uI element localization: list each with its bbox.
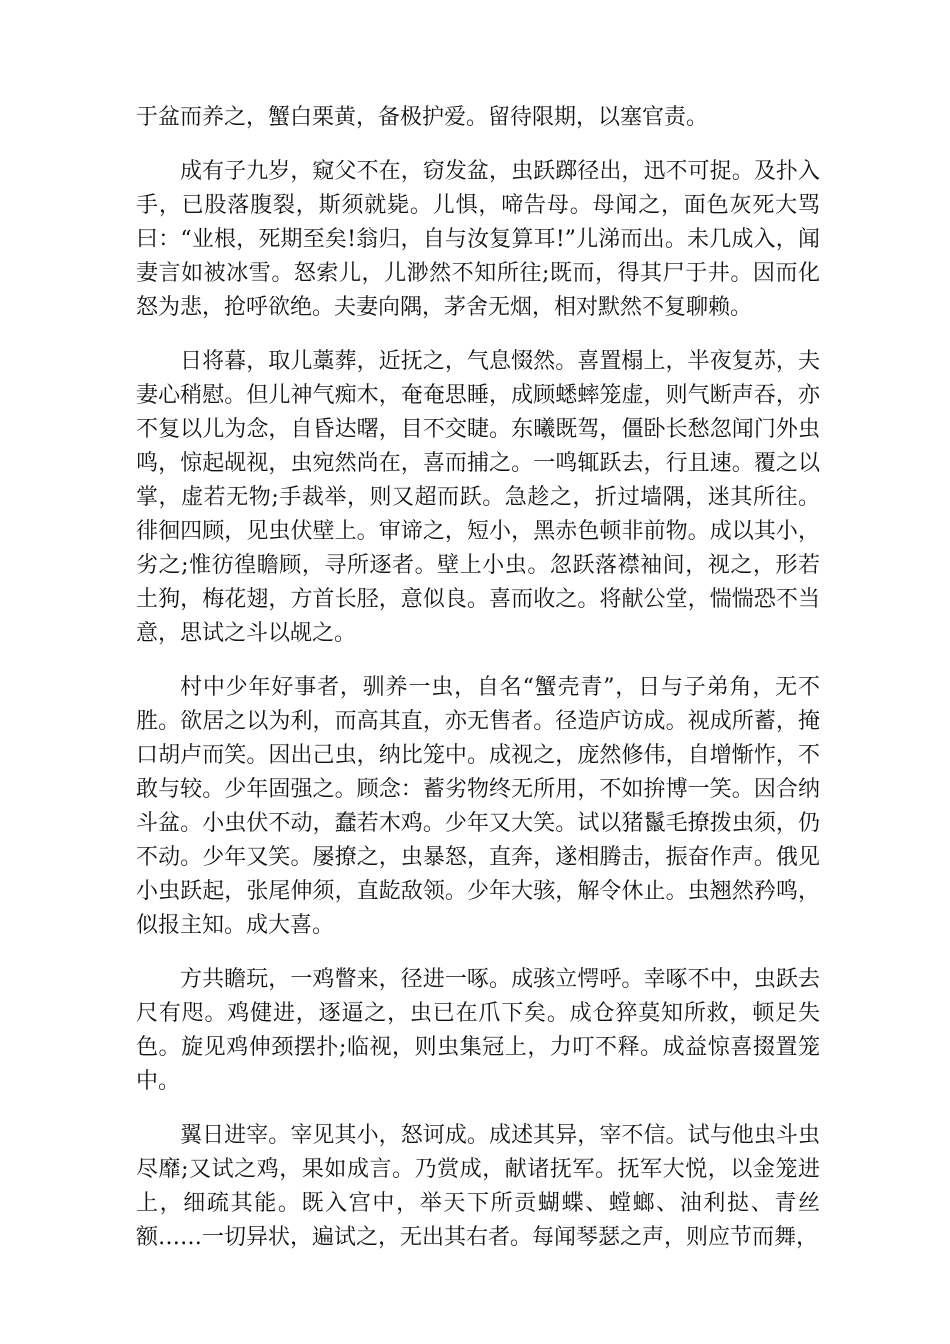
paragraph-chicken-attack: 方共瞻玩，一鸡瞥来，径进一啄。成骇立愕呼。幸啄不中，虫跃去尺有咫。鸡健进，逐逼之，虫已在爪下矣。成仓猝莫知所救，顿足失色。旋见鸡伸颈摆扑;临视，则虫集冠上，力叮不释。成益惊喜掇置笼中。 [136, 967, 820, 1094]
paragraph-son-releases-cricket: 成有子九岁，窥父不在，窃发盆，虫跃踯径出，迅不可捉。及扑入手，已股落腹裂，斯须就毙。儿惧，啼告母。母闻之，面色灰死大骂曰：“业根，死期至矣!翁归，自与汝复算耳!”儿涕而出。未几成入，闻妻言如被冰雪。怒索儿，儿渺然不知所往;既而，得其尸于井。因而化怒为悲，抢呼欲绝。夫妻向隅，茅舍无烟，相对默然不复聊赖。 [136, 159, 820, 320]
paragraph-fight-with-crab-shell-green: 村中少年好事者，驯养一虫，自名“蟹壳青”，日与子弟角，无不胜。欲居之以为利，而高其直，亦无售者。径造庐访成。视成所蓄，掩口胡卢而笑。因出己虫，纳比笼中。成视之，庞然修伟，自增惭怍，不敢与较。少年固强之。顾念：蓄劣物终无所用，不如拚博一笑。因合纳斗盆。小虫伏不动，蠢若木鸡。少年又大笑。试以猪鬣毛撩拨虫须，仍不动。少年又笑。屡撩之，虫暴怒，直奔，遂相腾击，振奋作声。俄见小虫跃起，张尾伸须，直龁敌领。少年大骇，解令休止。虫翘然矜鸣，似报主知。成大喜。 [136, 675, 820, 938]
paragraph-presented-to-magistrate: 翼日进宰。宰见其小，怒诃成。成述其异，宰不信。试与他虫斗虫尽靡;又试之鸡，果如成言。乃赏成，献诸抚军。抚军大悦，以金笼进上，细疏其能。既入宫中，举天下所贡蝴蝶、螳螂、油利挞、青丝额……一切异状，遍试之，无出其右者。每闻琴瑟之声，则应节而舞， [136, 1123, 820, 1250]
paragraph-continuation: 于盆而养之，蟹白栗黄，备极护爱。留待限期，以塞官责。 [136, 105, 709, 130]
paragraph-new-cricket-found: 日将暮，取儿藁葬，近抚之，气息惙然。喜置榻上，半夜复苏，夫妻心稍慰。但儿神气痴木，奄奄思睡，成顾蟋蟀笼虚，则气断声吞，亦不复以儿为念，自昏达曙，目不交睫。东曦既驾，僵卧长愁忽闻门外虫鸣，惊起觇视，虫宛然尚在，喜而捕之。一鸣辄跃去，行且速。覆之以掌，虚若无物;手裁举，则又超而跃。急趁之，折过墙隅，迷其所往。徘徊四顾，见虫伏壁上。审谛之，短小，黑赤色顿非前物。成以其小，劣之;惟彷徨瞻顾，寻所逐者。壁上小虫。忽跃落襟袖间，视之，形若土狗，梅花翅，方首长胫，意似良。喜而收之。将献公堂，惴惴恐不当意，思试之斗以觇之。 [136, 349, 820, 646]
document-page [136, 101, 820, 1275]
